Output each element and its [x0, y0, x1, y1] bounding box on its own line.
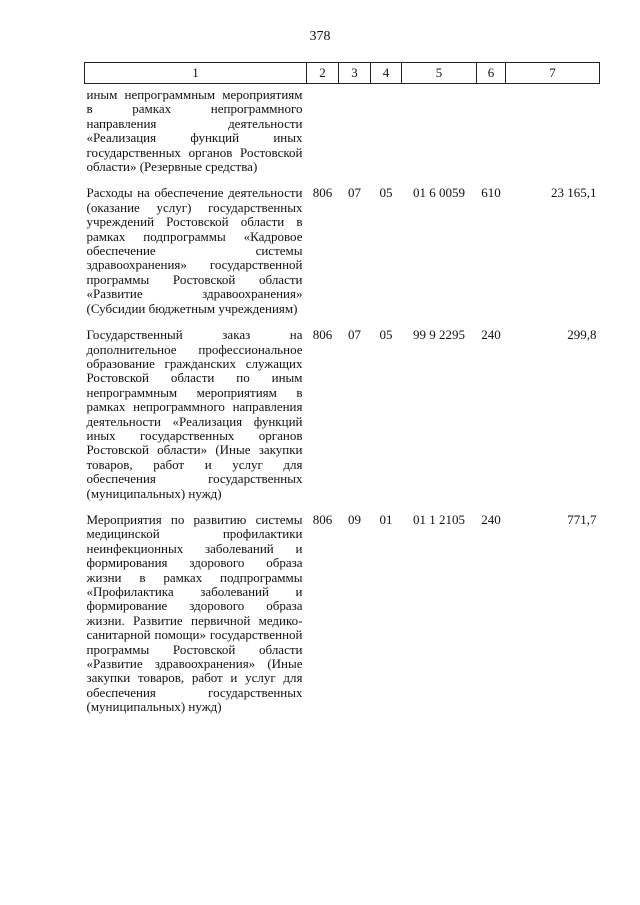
row-section: 09: [348, 511, 361, 527]
row-description: Мероприятия по развитию системы медицинской профилактики неинфекционных заболеваний и формирования здорового образа жизни в рамках подпрограммы «Профилактика заболеваний и формирование здорового образа жизни. Развитие первичной медико-санитарной помощи» государственной программы Ростовской области «Развитие здравоохранения» (Иные закупки товаров, работ и услуг для обеспечения государственных (муниципальных) нужд): [86, 511, 303, 715]
row-target-article: 01 6 0059: [413, 185, 465, 201]
table-row: [85, 84, 600, 187]
row-description: Расходы на обеспечение деятельности (оказание услуг) государственных учреждений Ростовской области в рамках подпрограммы «Кадровое обеспечение системы здравоохранения» государственной программы Ростовской области «Развитие здравоохранения» (Субсидии бюджетным учреждениям): [86, 185, 303, 316]
page-number: 378: [309, 29, 331, 44]
row-ministry-code: 806: [312, 185, 333, 201]
row-description: Государственный заказ на дополнительное профессиональное образование гражданских служащих Ростовской области по иным непрограммным мероприятиям в рамках непрограммного направления деятельности «Реализация функций иных государственных органов Ростовской области» (Иные закупки товаров, работ и услуг для обеспечения государственных (муниципальных) нужд): [86, 327, 303, 501]
row-expense-type: 610: [481, 185, 501, 201]
row-amount: 23 165,1: [551, 185, 597, 201]
row-subsection: 05: [379, 327, 393, 343]
table-row: [85, 186, 600, 328]
row-section: 07: [348, 185, 361, 201]
row-subsection: 01: [379, 511, 393, 527]
table-row: [85, 328, 600, 513]
row-subsection: 05: [379, 185, 393, 201]
header-col-4: 4: [371, 63, 402, 84]
row-ministry-code: [307, 84, 339, 187]
header-col-3: 3: [339, 63, 371, 84]
header-col-7: 7: [506, 63, 600, 84]
header-col-6: 6: [477, 63, 506, 84]
header-col-5: 5: [402, 63, 477, 84]
row-expense-type: 240: [481, 511, 501, 527]
row-expense-type: [477, 84, 506, 187]
row-section: 07: [348, 327, 361, 343]
header-col-2: 2: [307, 63, 339, 84]
header-col-1: 1: [85, 63, 307, 84]
row-target-article: [402, 84, 477, 187]
table-row: [85, 513, 600, 727]
row-target-article: 01 1 2105: [413, 511, 465, 527]
row-amount: 299,8: [567, 327, 597, 343]
row-target-article: 99 9 2295: [413, 327, 465, 343]
row-subsection: [371, 84, 402, 187]
budget-table: [84, 62, 600, 727]
row-description: иным непрограммным мероприятиям в рамках непрограммного направления деятельности «Реализация функций иных государственных органов Ростовской области» (Резервные средства): [86, 87, 303, 175]
row-expense-type: 240: [481, 327, 501, 343]
row-section: [339, 84, 371, 187]
row-amount: [506, 84, 600, 187]
row-ministry-code: 806: [312, 327, 333, 343]
row-amount: 771,7: [567, 511, 597, 527]
row-ministry-code: 806: [312, 511, 333, 527]
table-header-row: [85, 63, 600, 84]
